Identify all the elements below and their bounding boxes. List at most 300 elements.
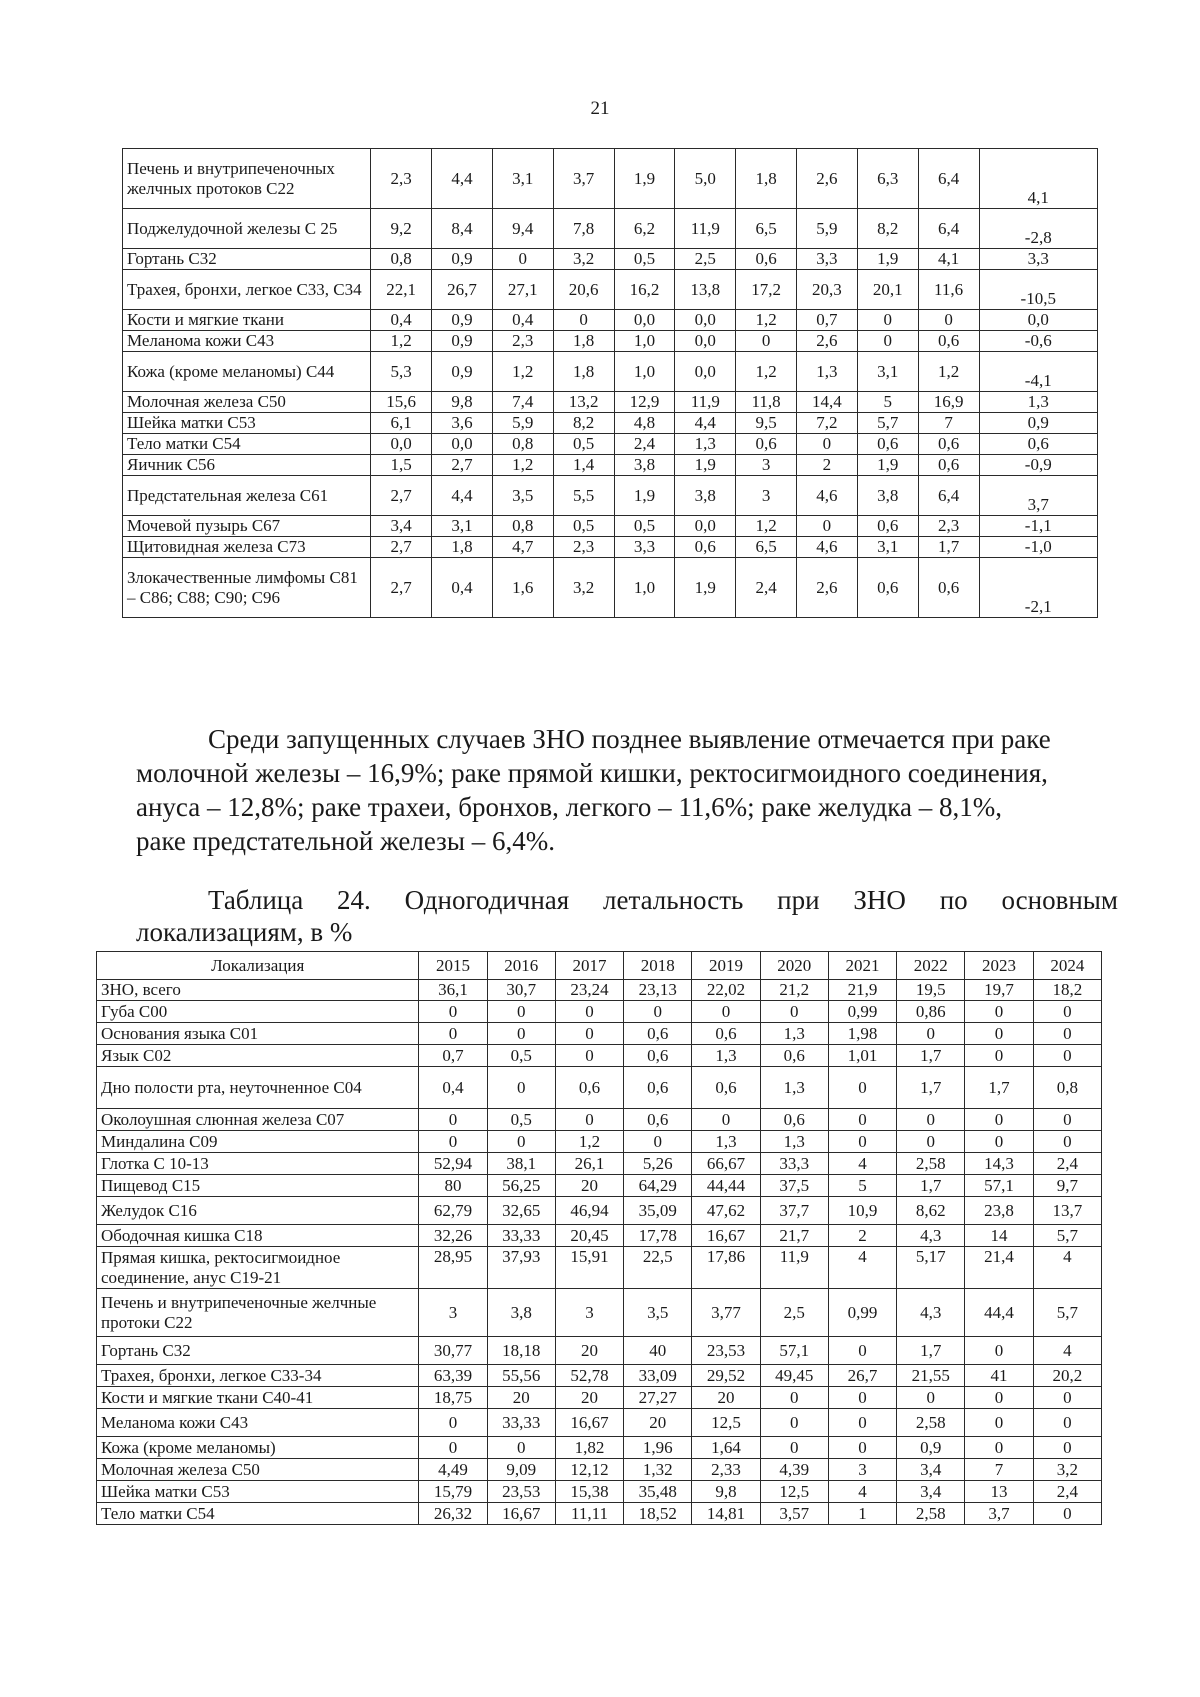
row-label: Глотка С 10-13	[97, 1153, 419, 1175]
data-cell: 5,26	[624, 1153, 692, 1175]
data-cell: 33,3	[760, 1153, 828, 1175]
data-cell: 0,6	[692, 1023, 760, 1045]
data-cell: 7	[965, 1459, 1033, 1481]
data-cell: 13,8	[675, 270, 736, 310]
data-cell: 3,1	[857, 537, 918, 558]
data-cell: 30,77	[419, 1337, 487, 1365]
data-cell: 0,6	[857, 516, 918, 537]
table-row	[123, 352, 1098, 392]
table-row	[123, 413, 1098, 434]
data-cell: 7,8	[553, 209, 614, 249]
data-cell: 5,9	[492, 413, 553, 434]
data-cell: 0	[1033, 1387, 1101, 1409]
data-cell: 1,3	[692, 1131, 760, 1153]
table-row	[97, 1247, 1102, 1289]
data-cell: 3,2	[1033, 1459, 1101, 1481]
data-cell: 12,12	[555, 1459, 623, 1481]
data-cell: 0	[965, 1109, 1033, 1131]
data-cell: 36,1	[419, 980, 487, 1001]
data-cell: 13	[965, 1481, 1033, 1503]
data-cell: 0	[965, 1023, 1033, 1045]
data-cell: 3	[736, 455, 797, 476]
change-cell: -0,6	[979, 331, 1098, 352]
data-cell: 1,0	[614, 352, 675, 392]
table-row	[97, 1225, 1102, 1247]
data-cell: 2,6	[797, 331, 858, 352]
table-row	[97, 1067, 1102, 1109]
data-cell: 3,4	[897, 1459, 965, 1481]
data-cell: 35,09	[624, 1197, 692, 1225]
data-cell: 0,6	[918, 558, 979, 618]
data-cell: 20	[555, 1337, 623, 1365]
data-cell: 3,1	[432, 516, 493, 537]
data-cell: 3	[736, 476, 797, 516]
table-row	[97, 980, 1102, 1001]
row-label: Трахея, бронхи, легкое С33-34	[97, 1365, 419, 1387]
data-cell: 3,4	[897, 1481, 965, 1503]
data-cell: 4,3	[897, 1225, 965, 1247]
row-label: Желудок С16	[97, 1197, 419, 1225]
data-cell: 41	[965, 1365, 1033, 1387]
table-row	[97, 1437, 1102, 1459]
table-row	[97, 1459, 1102, 1481]
data-cell: 20,6	[553, 270, 614, 310]
data-cell: 0	[555, 1109, 623, 1131]
row-label: Злокачественные лимфомы С81 – С86; С88; С90; С96	[123, 558, 371, 618]
data-cell: 26,7	[432, 270, 493, 310]
data-cell: 64,29	[624, 1175, 692, 1197]
data-cell: 0,5	[487, 1109, 555, 1131]
page-number: 21	[590, 98, 610, 119]
data-cell: 0,6	[760, 1045, 828, 1067]
data-cell: 14,81	[692, 1503, 760, 1525]
data-cell: 7,2	[797, 413, 858, 434]
data-cell: 0	[897, 1387, 965, 1409]
data-cell: 1,96	[624, 1437, 692, 1459]
data-cell: 3,8	[675, 476, 736, 516]
data-cell: 4,4	[432, 149, 493, 209]
data-cell: 0,8	[371, 249, 432, 270]
data-cell: 9,8	[692, 1481, 760, 1503]
paragraph-line: Среди запущенных случаев ЗНО позднее выявление отмечается при раке	[208, 724, 1051, 754]
data-cell: 3,6	[432, 413, 493, 434]
data-cell: 1,7	[897, 1045, 965, 1067]
data-cell: 0	[965, 1409, 1033, 1437]
data-cell: 6,4	[918, 209, 979, 249]
change-cell: 3,7	[979, 476, 1098, 516]
data-cell: 23,8	[965, 1197, 1033, 1225]
data-cell: 57,1	[760, 1337, 828, 1365]
data-cell: 33,09	[624, 1365, 692, 1387]
data-cell: 0,5	[614, 249, 675, 270]
data-cell: 20	[555, 1175, 623, 1197]
data-cell: 40	[624, 1337, 692, 1365]
data-cell: 0	[828, 1109, 896, 1131]
data-cell: 1,3	[797, 352, 858, 392]
row-label: Губа С00	[97, 1001, 419, 1023]
row-label: Молочная железа С50	[123, 392, 371, 413]
data-cell: 7	[918, 413, 979, 434]
change-cell: 3,3	[979, 249, 1098, 270]
data-cell: 1,2	[555, 1131, 623, 1153]
data-cell: 52,94	[419, 1153, 487, 1175]
row-label: Ободочная кишка С18	[97, 1225, 419, 1247]
data-cell: 3,3	[797, 249, 858, 270]
data-cell: 2,4	[614, 434, 675, 455]
data-cell: 20,2	[1033, 1365, 1101, 1387]
table-row	[97, 1503, 1102, 1525]
data-cell: 0	[419, 1437, 487, 1459]
data-cell: 49,45	[760, 1365, 828, 1387]
data-cell: 1,2	[736, 516, 797, 537]
data-cell: 0	[760, 1001, 828, 1023]
table-row	[123, 392, 1098, 413]
data-cell: 1,64	[692, 1437, 760, 1459]
data-cell: 5,3	[371, 352, 432, 392]
data-cell: 0	[1033, 1409, 1101, 1437]
data-cell: 0,6	[857, 558, 918, 618]
table-row	[97, 1045, 1102, 1067]
data-cell: 9,4	[492, 209, 553, 249]
row-label: Миндалина С09	[97, 1131, 419, 1153]
data-cell: 15,6	[371, 392, 432, 413]
data-cell: 5,7	[857, 413, 918, 434]
change-cell: 0,9	[979, 413, 1098, 434]
data-cell: 0,6	[624, 1109, 692, 1131]
data-cell: 0,9	[432, 310, 493, 331]
row-label: Язык С02	[97, 1045, 419, 1067]
data-cell: 0	[965, 1045, 1033, 1067]
data-cell: 4,1	[918, 249, 979, 270]
data-cell: 0,0	[675, 352, 736, 392]
table-row	[123, 149, 1098, 209]
data-cell: 1,01	[828, 1045, 896, 1067]
data-cell: 0	[965, 1001, 1033, 1023]
data-cell: 0	[487, 1437, 555, 1459]
data-cell: 17,86	[692, 1247, 760, 1289]
data-cell: 2,3	[553, 537, 614, 558]
data-cell: 16,67	[692, 1225, 760, 1247]
data-cell: 2,3	[371, 149, 432, 209]
data-cell: 0,4	[432, 558, 493, 618]
data-cell: 13,2	[553, 392, 614, 413]
data-cell: 3,4	[371, 516, 432, 537]
data-cell: 0	[1033, 1023, 1101, 1045]
table-row	[123, 331, 1098, 352]
table-row	[97, 1175, 1102, 1197]
data-cell: 4,6	[797, 476, 858, 516]
data-cell: 1,9	[857, 249, 918, 270]
data-cell: 0	[828, 1337, 896, 1365]
data-cell: 1,0	[614, 558, 675, 618]
table-row	[97, 1337, 1102, 1365]
data-cell: 20,1	[857, 270, 918, 310]
data-cell: 2,58	[897, 1409, 965, 1437]
table-row	[97, 1289, 1102, 1337]
row-label: Кости и мягкие ткани	[123, 310, 371, 331]
data-cell: 3,5	[624, 1289, 692, 1337]
incidence-table	[122, 148, 1098, 618]
data-cell: 0,0	[675, 516, 736, 537]
data-cell: 28,95	[419, 1247, 487, 1289]
data-cell: 21,2	[760, 980, 828, 1001]
paragraph-line: раке предстательной железы – 6,4%.	[136, 826, 555, 856]
data-cell: 55,56	[487, 1365, 555, 1387]
data-cell: 1,9	[857, 455, 918, 476]
data-cell: 1,3	[675, 434, 736, 455]
data-cell: 3,57	[760, 1503, 828, 1525]
data-cell: 11,9	[675, 392, 736, 413]
data-cell: 52,78	[555, 1365, 623, 1387]
data-cell: 0,6	[555, 1067, 623, 1109]
data-cell: 3	[828, 1459, 896, 1481]
data-cell: 12,5	[760, 1481, 828, 1503]
data-cell: 2,5	[760, 1289, 828, 1337]
row-label: Тело матки С54	[97, 1503, 419, 1525]
data-cell: 17,78	[624, 1225, 692, 1247]
data-cell: 0	[857, 331, 918, 352]
data-cell: 33,33	[487, 1225, 555, 1247]
data-cell: 0	[918, 310, 979, 331]
change-cell: -0,9	[979, 455, 1098, 476]
data-cell: 1,98	[828, 1023, 896, 1045]
data-cell: 23,53	[487, 1481, 555, 1503]
data-cell: 2,3	[918, 516, 979, 537]
data-cell: 0	[692, 1001, 760, 1023]
data-cell: 0,4	[419, 1067, 487, 1109]
data-cell: 63,39	[419, 1365, 487, 1387]
data-cell: 57,1	[965, 1175, 1033, 1197]
data-cell: 0,86	[897, 1001, 965, 1023]
row-label: Печень и внутрипеченочные желчные протоки С22	[97, 1289, 419, 1337]
row-label: Кожа (кроме меланомы)	[97, 1437, 419, 1459]
data-cell: 0	[419, 1409, 487, 1437]
row-label: Поджелудочной железы С 25	[123, 209, 371, 249]
data-cell: 0,4	[371, 310, 432, 331]
data-cell: 2	[797, 455, 858, 476]
data-cell: 7,4	[492, 392, 553, 413]
data-cell: 62,79	[419, 1197, 487, 1225]
data-cell: 4,4	[432, 476, 493, 516]
data-cell: 0	[897, 1109, 965, 1131]
data-cell: 14,4	[797, 392, 858, 413]
data-cell: 22,1	[371, 270, 432, 310]
data-cell: 4,3	[897, 1289, 965, 1337]
data-cell: 3,1	[492, 149, 553, 209]
data-cell: 2,4	[1033, 1481, 1101, 1503]
data-cell: 27,1	[492, 270, 553, 310]
data-cell: 20,3	[797, 270, 858, 310]
header-year: 2023	[965, 952, 1033, 980]
data-cell: 9,7	[1033, 1175, 1101, 1197]
data-cell: 9,5	[736, 413, 797, 434]
data-cell: 0,6	[760, 1109, 828, 1131]
data-cell: 18,75	[419, 1387, 487, 1409]
change-cell: -4,1	[979, 352, 1098, 392]
data-cell: 0	[760, 1409, 828, 1437]
data-cell: 0	[828, 1437, 896, 1459]
data-cell: 3,8	[614, 455, 675, 476]
data-cell: 8,4	[432, 209, 493, 249]
data-cell: 10,9	[828, 1197, 896, 1225]
data-cell: 47,62	[692, 1197, 760, 1225]
data-cell: 0	[965, 1131, 1033, 1153]
data-cell: 11,8	[736, 392, 797, 413]
data-cell: 0,6	[675, 537, 736, 558]
data-cell: 0	[828, 1131, 896, 1153]
data-cell: 37,93	[487, 1247, 555, 1289]
data-cell: 0	[555, 1001, 623, 1023]
caption-word: ЗНО	[853, 885, 906, 915]
data-cell: 2,4	[736, 558, 797, 618]
data-cell: 3,5	[492, 476, 553, 516]
data-cell: 0	[487, 1023, 555, 1045]
data-cell: 2,58	[897, 1503, 965, 1525]
data-cell: 15,79	[419, 1481, 487, 1503]
table-row	[97, 1409, 1102, 1437]
change-cell: 0,0	[979, 310, 1098, 331]
data-cell: 1,4	[553, 455, 614, 476]
data-cell: 1,6	[492, 558, 553, 618]
change-cell: -2,1	[979, 558, 1098, 618]
data-cell: 3,77	[692, 1289, 760, 1337]
data-cell: 30,7	[487, 980, 555, 1001]
data-cell: 0,8	[492, 434, 553, 455]
data-cell: 1,2	[918, 352, 979, 392]
data-cell: 23,53	[692, 1337, 760, 1365]
data-cell: 8,2	[857, 209, 918, 249]
data-cell: 1,9	[675, 558, 736, 618]
data-cell: 12,5	[692, 1409, 760, 1437]
paragraph-line: молочной железы – 16,9%; раке прямой кишки, ректосигмоидного соединения,	[136, 758, 1048, 788]
data-cell: 2,7	[371, 476, 432, 516]
data-cell: 13,7	[1033, 1197, 1101, 1225]
data-cell: 0	[487, 1067, 555, 1109]
data-cell: 3,2	[553, 558, 614, 618]
data-cell: 14	[965, 1225, 1033, 1247]
data-cell: 6,5	[736, 537, 797, 558]
data-cell: 1,3	[692, 1045, 760, 1067]
data-cell: 0	[487, 1131, 555, 1153]
data-cell: 4,7	[492, 537, 553, 558]
data-cell: 1,9	[675, 455, 736, 476]
data-cell: 44,44	[692, 1175, 760, 1197]
data-cell: 0	[555, 1023, 623, 1045]
data-cell: 5,9	[797, 209, 858, 249]
change-cell: 1,3	[979, 392, 1098, 413]
data-cell: 1,7	[897, 1337, 965, 1365]
data-cell: 32,65	[487, 1197, 555, 1225]
data-cell: 4,4	[675, 413, 736, 434]
data-cell: 0,9	[897, 1437, 965, 1459]
data-cell: 0,6	[624, 1023, 692, 1045]
data-cell: 3	[419, 1289, 487, 1337]
data-cell: 21,55	[897, 1365, 965, 1387]
data-cell: 6,5	[736, 209, 797, 249]
data-cell: 3,7	[553, 149, 614, 209]
data-cell: 1,8	[432, 537, 493, 558]
data-cell: 4,8	[614, 413, 675, 434]
data-cell: 1	[828, 1503, 896, 1525]
data-cell: 5	[857, 392, 918, 413]
data-cell: 5,0	[675, 149, 736, 209]
data-cell: 3,2	[553, 249, 614, 270]
data-cell: 9,09	[487, 1459, 555, 1481]
data-cell: 12,9	[614, 392, 675, 413]
row-label: Основания языка С01	[97, 1023, 419, 1045]
data-cell: 1,7	[965, 1067, 1033, 1109]
data-cell: 6,4	[918, 476, 979, 516]
table-caption	[136, 884, 1118, 948]
data-cell: 0,6	[918, 455, 979, 476]
data-cell: 0,6	[624, 1045, 692, 1067]
data-cell: 35,48	[624, 1481, 692, 1503]
data-cell: 21,7	[760, 1225, 828, 1247]
data-cell: 0	[897, 1023, 965, 1045]
data-cell: 9,8	[432, 392, 493, 413]
table-row	[97, 1131, 1102, 1153]
data-cell: 16,9	[918, 392, 979, 413]
data-cell: 15,91	[555, 1247, 623, 1289]
data-cell: 0,6	[918, 434, 979, 455]
data-cell: 33,33	[487, 1409, 555, 1437]
row-label: Меланома кожи С43	[123, 331, 371, 352]
data-cell: 0	[1033, 1131, 1101, 1153]
data-cell: 0,0	[675, 310, 736, 331]
data-cell: 1,9	[614, 476, 675, 516]
data-cell: 0,5	[553, 516, 614, 537]
data-cell: 1,5	[371, 455, 432, 476]
data-cell: 56,25	[487, 1175, 555, 1197]
table-row	[123, 516, 1098, 537]
data-cell: 21,9	[828, 980, 896, 1001]
data-cell: 15,38	[555, 1481, 623, 1503]
data-cell: 6,1	[371, 413, 432, 434]
row-label: Шейка матки С53	[97, 1481, 419, 1503]
data-cell: 37,7	[760, 1197, 828, 1225]
data-cell: 11,9	[675, 209, 736, 249]
change-cell: 0,6	[979, 434, 1098, 455]
data-cell: 0	[555, 1045, 623, 1067]
data-cell: 0	[419, 1001, 487, 1023]
data-cell: 1,2	[492, 455, 553, 476]
row-label: Кости и мягкие ткани С40-41	[97, 1387, 419, 1409]
change-cell: -1,0	[979, 537, 1098, 558]
data-cell: 26,32	[419, 1503, 487, 1525]
data-cell: 2,58	[897, 1153, 965, 1175]
data-cell: 11,6	[918, 270, 979, 310]
caption-word: основным	[1001, 885, 1118, 915]
row-label: Прямая кишка, ректосигмоидное соединение, анус С19-21	[97, 1247, 419, 1289]
data-cell: 11,9	[760, 1247, 828, 1289]
table-row	[123, 537, 1098, 558]
table-row	[123, 249, 1098, 270]
data-cell: 0,99	[828, 1289, 896, 1337]
row-label: Пищевод С15	[97, 1175, 419, 1197]
data-cell: 1,3	[760, 1023, 828, 1045]
header-year: 2022	[897, 952, 965, 980]
data-cell: 1,2	[492, 352, 553, 392]
data-cell: 0	[965, 1437, 1033, 1459]
data-cell: 0,7	[797, 310, 858, 331]
data-cell: 0	[760, 1437, 828, 1459]
body-paragraph	[136, 722, 1096, 858]
data-cell: 0	[419, 1023, 487, 1045]
data-cell: 0	[487, 1001, 555, 1023]
data-cell: 20	[487, 1387, 555, 1409]
header-year: 2019	[692, 952, 760, 980]
header-year: 2016	[487, 952, 555, 980]
